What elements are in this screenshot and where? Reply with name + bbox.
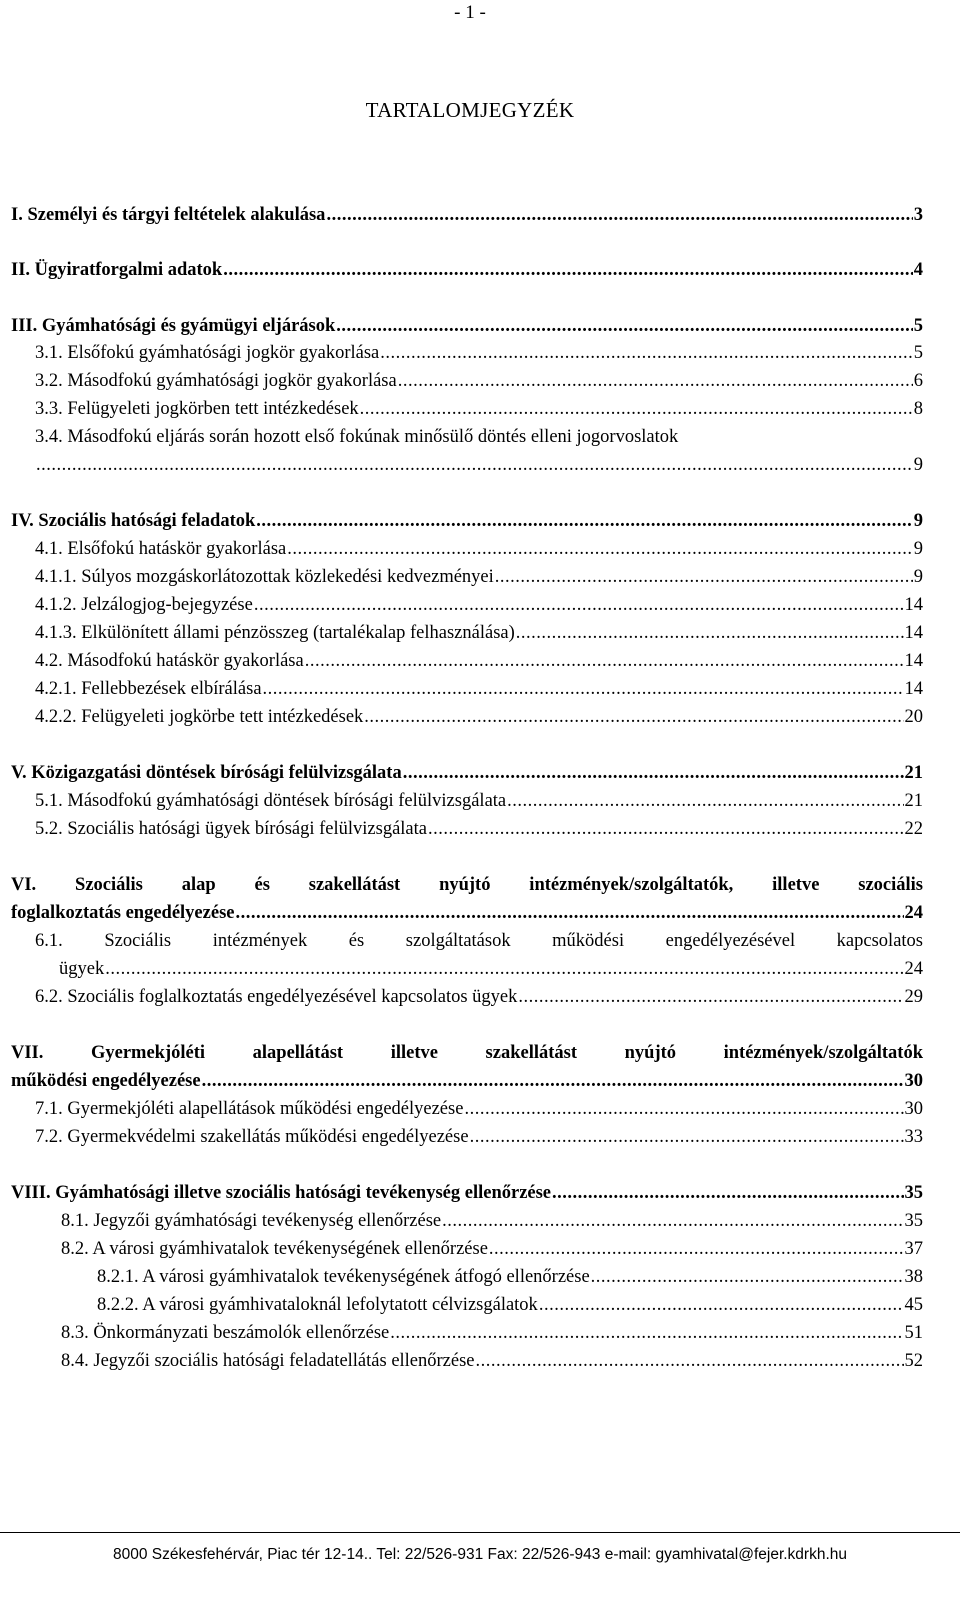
toc-entry-3-1[interactable] bbox=[11, 336, 923, 364]
toc-entry-VIII[interactable] bbox=[11, 1176, 923, 1204]
toc-entry-label: 7.2. Gyermekvédelmi szakellátás működési engedélyezése bbox=[35, 1127, 469, 1147]
toc-entry-label: I. Személyi és tárgyi feltételek alakulása bbox=[11, 205, 326, 225]
toc-entry-III[interactable] bbox=[11, 309, 923, 337]
toc-entry-page: 14 bbox=[904, 595, 923, 615]
toc-entry-label: 3.2. Másodfokú gyámhatósági jogkör gyakorlása bbox=[35, 371, 397, 391]
toc-entry-label: 8.2.1. A városi gyámhivatalok tevékenységének átfogó ellenőrzése bbox=[97, 1267, 590, 1287]
toc-entry-8-2-2[interactable] bbox=[11, 1288, 923, 1316]
toc-entry-4-2[interactable] bbox=[11, 644, 923, 672]
toc-entry-VI-line1[interactable]: VI. Szociális alap és szakellátást nyújtó intézmények/szolgáltatók, illetve szociális bbox=[11, 875, 923, 895]
toc-entry-8-1[interactable] bbox=[11, 1204, 923, 1232]
toc-entry-4-1-2[interactable] bbox=[11, 588, 923, 616]
toc-entry-page: 14 bbox=[904, 623, 923, 643]
toc-entry-page: 3 bbox=[913, 205, 923, 225]
toc-entry-5-1[interactable] bbox=[11, 784, 923, 812]
toc-entry-page: 9 bbox=[913, 511, 923, 531]
toc-entry-IV[interactable] bbox=[11, 504, 923, 532]
toc-entry-label: 3.3. Felügyeleti jogkörben tett intézkedések bbox=[35, 399, 359, 419]
toc-entry-page: 35 bbox=[904, 1183, 923, 1203]
toc-entry-5-2[interactable] bbox=[11, 812, 923, 840]
toc-entry-page: 20 bbox=[904, 707, 923, 727]
toc-entry-page: 30 bbox=[904, 1099, 923, 1119]
toc-entry-label: II. Ügyiratforgalmi adatok bbox=[11, 260, 223, 280]
toc-entry-3-4[interactable] bbox=[11, 448, 923, 476]
page-title: TARTALOMJEGYZÉK bbox=[365, 98, 575, 122]
toc-entry-label: VIII. Gyámhatósági illetve szociális hatósági tevékenység ellenőrzése bbox=[11, 1183, 552, 1203]
toc-entry-page: 22 bbox=[904, 819, 923, 839]
toc-entry-label: 8.4. Jegyzői szociális hatósági feladatellátás ellenőrzése bbox=[61, 1351, 475, 1371]
toc-entry-label: 4.1. Elsőfokú hatáskör gyakorlása bbox=[35, 539, 287, 559]
toc-entry-label: 4.1.3. Elkülönített állami pénzösszeg (tartalékalap felhasználása) bbox=[35, 623, 515, 643]
toc-entry-page: 30 bbox=[904, 1071, 923, 1091]
toc-entry-7-2[interactable] bbox=[11, 1120, 923, 1148]
toc-entry-page: 5 bbox=[913, 316, 923, 336]
toc-entry-3-2[interactable] bbox=[11, 364, 923, 392]
toc-entry-page: 52 bbox=[904, 1351, 923, 1371]
toc-entry-8-3[interactable] bbox=[11, 1316, 923, 1344]
toc-entry-label: IV. Szociális hatósági feladatok bbox=[11, 511, 256, 531]
toc-entry-label: 8.2.2. A városi gyámhivataloknál lefolytatott célvizsgálatok bbox=[97, 1295, 538, 1315]
toc-entry-7-1[interactable] bbox=[11, 1092, 923, 1120]
page-number: - 1 - bbox=[454, 2, 486, 23]
toc-entry-page: 6 bbox=[913, 371, 923, 391]
toc-entry-label: 4.2.1. Fellebbezések elbírálása bbox=[35, 679, 262, 699]
toc-entry-8-4[interactable] bbox=[11, 1344, 923, 1372]
toc-entry-page: 38 bbox=[904, 1267, 923, 1287]
toc-entry-page: 21 bbox=[904, 763, 923, 783]
toc-entry-6-1-line1[interactable]: 6.1. Szociális intézmények és szolgáltatások működési engedélyezésével kapcsolatos bbox=[35, 931, 923, 951]
toc-entry-3-3[interactable] bbox=[11, 392, 923, 420]
toc-entry-label: működési engedélyezése bbox=[11, 1071, 201, 1091]
toc-entry-page: 5 bbox=[913, 343, 923, 363]
toc-entry-4-1-3[interactable] bbox=[11, 616, 923, 644]
toc-entry-label: 8.1. Jegyzői gyámhatósági tevékenység ellenőrzése bbox=[61, 1211, 442, 1231]
toc-entry-label: 4.2.2. Felügyeleti jogkörbe tett intézkedések bbox=[35, 707, 364, 727]
toc-entry-page: 33 bbox=[904, 1127, 923, 1147]
toc-entry-label: 6.2. Szociális foglalkoztatás engedélyezésével kapcsolatos ügyek bbox=[35, 987, 518, 1007]
toc-entry-label: V. Közigazgatási döntések bírósági felülvizsgálata bbox=[11, 763, 402, 783]
toc-entry-VII-line1[interactable]: VII. Gyermekjóléti alapellátást illetve szakellátást nyújtó intézmények/szolgáltatók bbox=[11, 1043, 923, 1063]
toc-entry-label: ügyek bbox=[59, 959, 105, 979]
toc-entry-page: 24 bbox=[904, 959, 923, 979]
toc-entry-page: 21 bbox=[904, 791, 923, 811]
toc-entry-page: 37 bbox=[904, 1239, 923, 1259]
toc-entry-page: 8 bbox=[913, 399, 923, 419]
toc-entry-II[interactable] bbox=[11, 253, 923, 281]
toc-entry-page: 45 bbox=[904, 1295, 923, 1315]
toc-entry-page: 14 bbox=[904, 651, 923, 671]
toc-entry-4-1-1[interactable] bbox=[11, 560, 923, 588]
toc-entry-label: 3.1. Elsőfokú gyámhatósági jogkör gyakorlása bbox=[35, 343, 380, 363]
toc-entry-V[interactable] bbox=[11, 756, 923, 784]
toc-entry-label: 7.1. Gyermekjóléti alapellátások működési engedélyezése bbox=[35, 1099, 464, 1119]
toc-entry-4-2-1[interactable] bbox=[11, 672, 923, 700]
toc-entry-page: 51 bbox=[904, 1323, 923, 1343]
toc-entry-page: 35 bbox=[904, 1211, 923, 1231]
toc-entry-6-1[interactable] bbox=[11, 952, 923, 980]
toc-entry-3-4-label[interactable]: 3.4. Másodfokú eljárás során hozott első fokúnak minősülő döntés elleni jogorvoslatok bbox=[35, 427, 679, 447]
toc-entry-label: 4.1.1. Súlyos mozgáskorlátozottak közlekedési kedvezményei bbox=[35, 567, 494, 587]
toc-entry-label: 4.1.2. Jelzálogjog-bejegyzése bbox=[35, 595, 253, 615]
toc-entry-label: III. Gyámhatósági és gyámügyi eljárások bbox=[11, 316, 336, 336]
toc-entry-page: 14 bbox=[904, 679, 923, 699]
toc-entry-page: 4 bbox=[913, 260, 923, 280]
toc-entry-page: 29 bbox=[904, 987, 923, 1007]
toc-entry-label: foglalkoztatás engedélyezése bbox=[11, 903, 235, 923]
toc-entry-label: 5.2. Szociális hatósági ügyek bírósági felülvizsgálata bbox=[35, 819, 427, 839]
toc-entry-4-2-2[interactable] bbox=[11, 700, 923, 728]
toc-entry-4-1[interactable] bbox=[11, 532, 923, 560]
toc-entry-VII[interactable] bbox=[11, 1064, 923, 1092]
toc-entry-label: 5.1. Másodfokú gyámhatósági döntések bírósági felülvizsgálata bbox=[35, 791, 507, 811]
toc-entry-page: 9 bbox=[913, 455, 923, 475]
toc-entry-VI[interactable] bbox=[11, 896, 923, 924]
toc-entry-page: 9 bbox=[913, 539, 923, 559]
toc-entry-label: 4.2. Másodfokú hatáskör gyakorlása bbox=[35, 651, 304, 671]
toc-entry-page: 9 bbox=[913, 567, 923, 587]
toc-entry-8-2[interactable] bbox=[11, 1232, 923, 1260]
toc-entry-6-2[interactable] bbox=[11, 980, 923, 1008]
toc-entry-I[interactable] bbox=[11, 198, 923, 226]
toc-entry-8-2-1[interactable] bbox=[11, 1260, 923, 1288]
toc-entry-page: 24 bbox=[904, 903, 923, 923]
toc-entry-label: 8.2. A városi gyámhivatalok tevékenységének ellenőrzése bbox=[61, 1239, 488, 1259]
toc-entry-label: 8.3. Önkormányzati beszámolók ellenőrzése bbox=[61, 1323, 390, 1343]
footer-divider bbox=[0, 1532, 960, 1533]
footer-contact: 8000 Székesfehérvár, Piac tér 12-14.. Tel: 22/526-931 Fax: 22/526-943 e-mail: gyamhivatal@fejer.kdrkh.hu bbox=[112, 1546, 848, 1563]
